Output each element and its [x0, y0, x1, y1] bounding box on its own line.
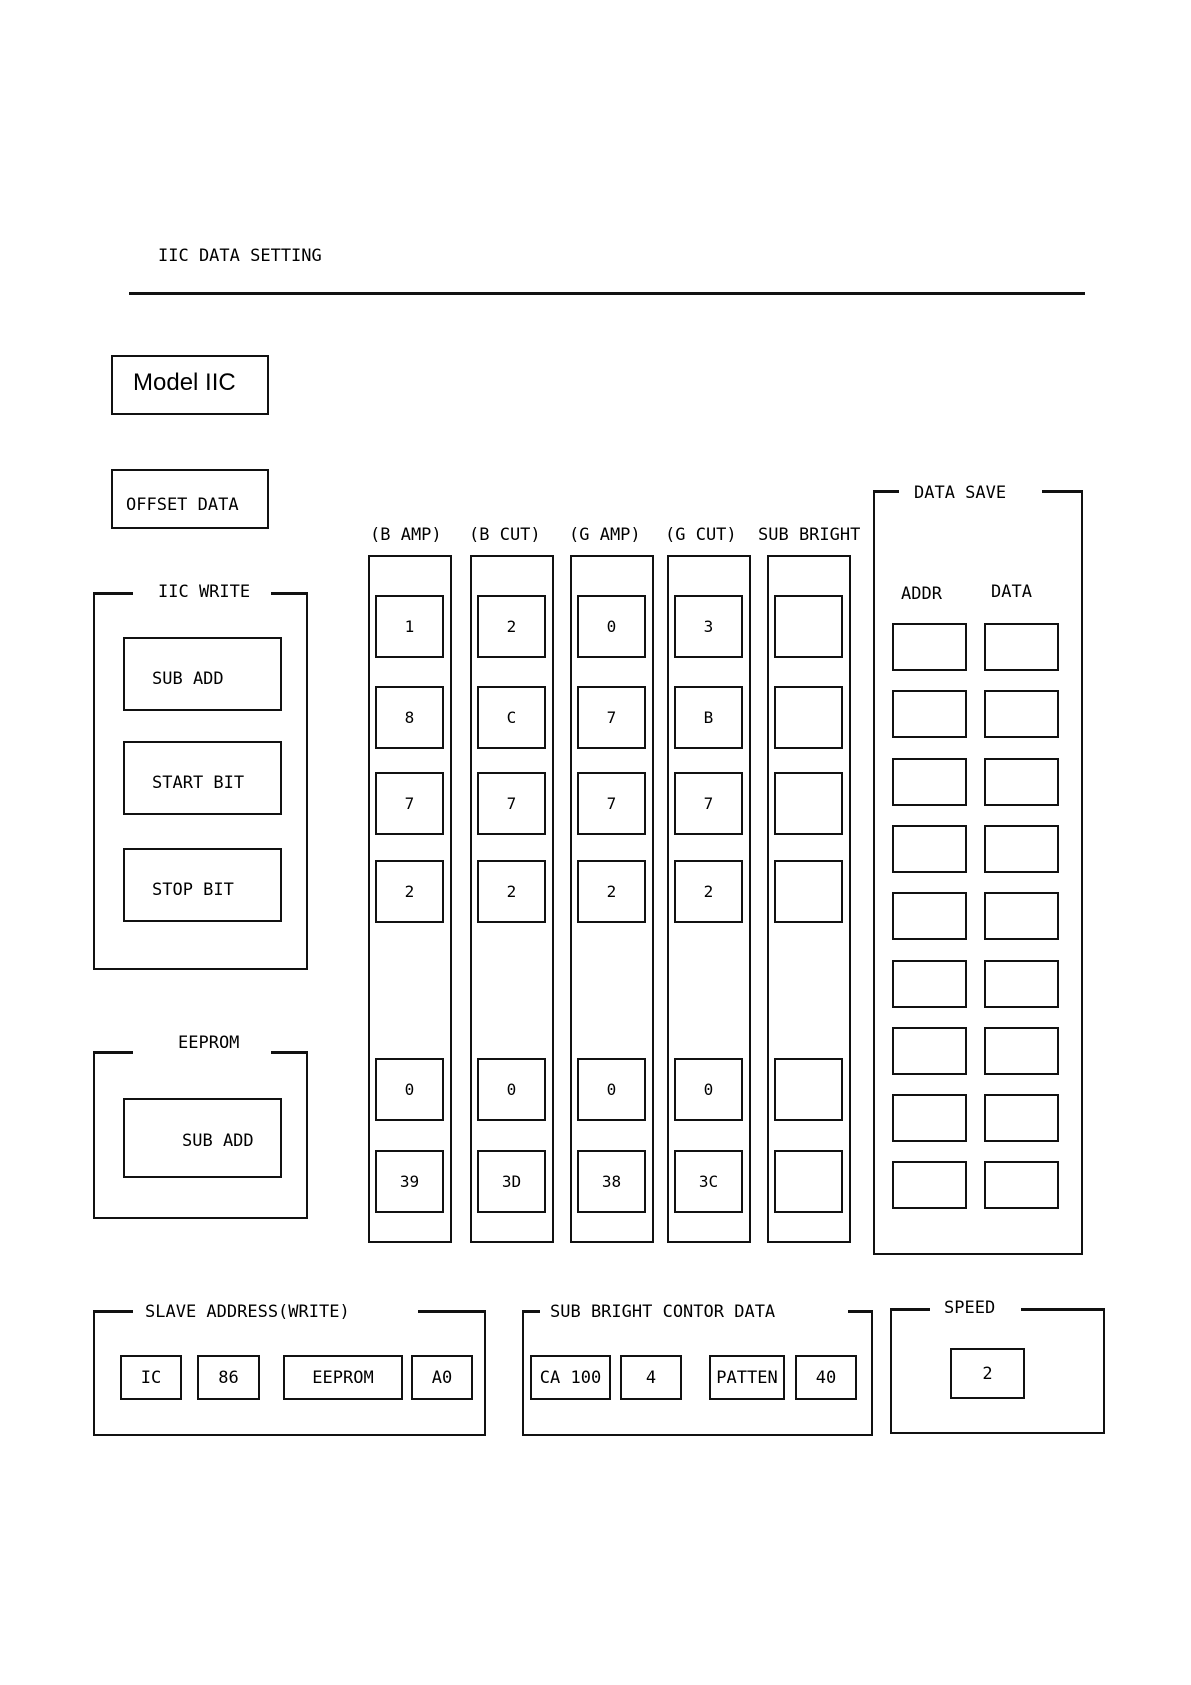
data-save-addr-field[interactable] [892, 1094, 967, 1142]
stop-bit-label: STOP BIT [152, 880, 234, 900]
data-save-data-field[interactable] [984, 1027, 1059, 1075]
ca100-value-field[interactable]: 4 [620, 1355, 682, 1400]
eeprom-sub-add-label: SUB ADD [182, 1131, 254, 1151]
start-bit-label: START BIT [152, 773, 245, 793]
data-save-data-field[interactable] [984, 1094, 1059, 1142]
offset-data-button[interactable] [111, 469, 269, 529]
header-divider [129, 292, 1085, 295]
g-amp-header: (G AMP) [569, 525, 641, 545]
g-amp-value-field[interactable]: 7 [577, 686, 646, 749]
slave-eeprom-label: EEPROM [283, 1355, 403, 1400]
data-save-addr-field[interactable] [892, 690, 967, 738]
b-cut-value-field[interactable]: 2 [477, 595, 546, 658]
g-cut-value-field[interactable]: B [674, 686, 743, 749]
data-save-title: DATA SAVE [914, 483, 1007, 503]
data-save-data-field[interactable] [984, 623, 1059, 671]
patten-value-field[interactable]: 40 [795, 1355, 857, 1400]
iic-write-title: IIC WRITE [158, 582, 251, 602]
iic-sub-add-button[interactable] [123, 637, 282, 711]
data-save-data-field[interactable] [984, 1161, 1059, 1209]
slave-eeprom-value-field[interactable]: A0 [411, 1355, 473, 1400]
offset-data-label: OFFSET DATA [126, 495, 239, 515]
data-save-addr-field[interactable] [892, 1027, 967, 1075]
sub-bright-value-field[interactable] [774, 686, 843, 749]
sub-add-label: SUB ADD [152, 669, 224, 689]
data-save-addr-field[interactable] [892, 892, 967, 940]
g-cut-value-field[interactable]: 0 [674, 1058, 743, 1121]
sub-bright-header: SUB BRIGHT [758, 525, 861, 545]
speed-value-field[interactable]: 2 [950, 1348, 1025, 1399]
g-cut-value-field[interactable]: 2 [674, 860, 743, 923]
b-cut-value-field[interactable]: 0 [477, 1058, 546, 1121]
data-save-data-field[interactable] [984, 892, 1059, 940]
g-amp-value-field[interactable]: 0 [577, 595, 646, 658]
g-cut-header: (G CUT) [665, 525, 737, 545]
g-cut-value-field[interactable]: 3C [674, 1150, 743, 1213]
data-save-data-field[interactable] [984, 758, 1059, 806]
b-cut-value-field[interactable]: 2 [477, 860, 546, 923]
b-amp-value-field[interactable]: 2 [375, 860, 444, 923]
speed-title: SPEED [944, 1298, 996, 1318]
data-save-data-field[interactable] [984, 690, 1059, 738]
patten-label: PATTEN [709, 1355, 785, 1400]
eeprom-sub-add-button[interactable] [123, 1098, 282, 1178]
ca100-label: CA 100 [530, 1355, 611, 1400]
b-cut-value-field[interactable]: C [477, 686, 546, 749]
sub-bright-value-field[interactable] [774, 860, 843, 923]
b-cut-header: (B CUT) [469, 525, 541, 545]
slave-address-title: SLAVE ADDRESS(WRITE) [145, 1302, 350, 1322]
slave-ic-label: IC [120, 1355, 182, 1400]
b-amp-value-field[interactable]: 8 [375, 686, 444, 749]
eeprom-title: EEPROM [178, 1033, 240, 1053]
b-amp-value-field[interactable]: 1 [375, 595, 444, 658]
data-save-data-field[interactable] [984, 960, 1059, 1008]
b-cut-value-field[interactable]: 3D [477, 1150, 546, 1213]
model-iic-button[interactable] [111, 355, 269, 415]
data-save-addr-field[interactable] [892, 623, 967, 671]
sub-bright-value-field[interactable] [774, 1058, 843, 1121]
page-title: IIC DATA SETTING [158, 246, 322, 266]
data-save-data-field[interactable] [984, 825, 1059, 873]
sub-bright-contor-title: SUB BRIGHT CONTOR DATA [550, 1302, 776, 1322]
b-amp-value-field[interactable]: 7 [375, 772, 444, 835]
sub-bright-value-field[interactable] [774, 595, 843, 658]
b-amp-value-field[interactable]: 39 [375, 1150, 444, 1213]
data-save-addr-field[interactable] [892, 1161, 967, 1209]
start-bit-button[interactable] [123, 741, 282, 815]
data-save-addr-field[interactable] [892, 960, 967, 1008]
b-amp-value-field[interactable]: 0 [375, 1058, 444, 1121]
g-amp-value-field[interactable]: 2 [577, 860, 646, 923]
data-label: DATA [991, 582, 1032, 602]
b-cut-value-field[interactable]: 7 [477, 772, 546, 835]
b-amp-header: (B AMP) [370, 525, 442, 545]
sub-bright-value-field[interactable] [774, 772, 843, 835]
data-save-addr-field[interactable] [892, 758, 967, 806]
addr-label: ADDR [901, 584, 942, 604]
stop-bit-button[interactable] [123, 848, 282, 922]
data-save-addr-field[interactable] [892, 825, 967, 873]
g-cut-value-field[interactable]: 7 [674, 772, 743, 835]
model-iic-label: Model IIC [133, 369, 236, 396]
g-cut-value-field[interactable]: 3 [674, 595, 743, 658]
slave-ic-value-field[interactable]: 86 [197, 1355, 260, 1400]
g-amp-value-field[interactable]: 0 [577, 1058, 646, 1121]
g-amp-value-field[interactable]: 7 [577, 772, 646, 835]
sub-bright-value-field[interactable] [774, 1150, 843, 1213]
g-amp-value-field[interactable]: 38 [577, 1150, 646, 1213]
